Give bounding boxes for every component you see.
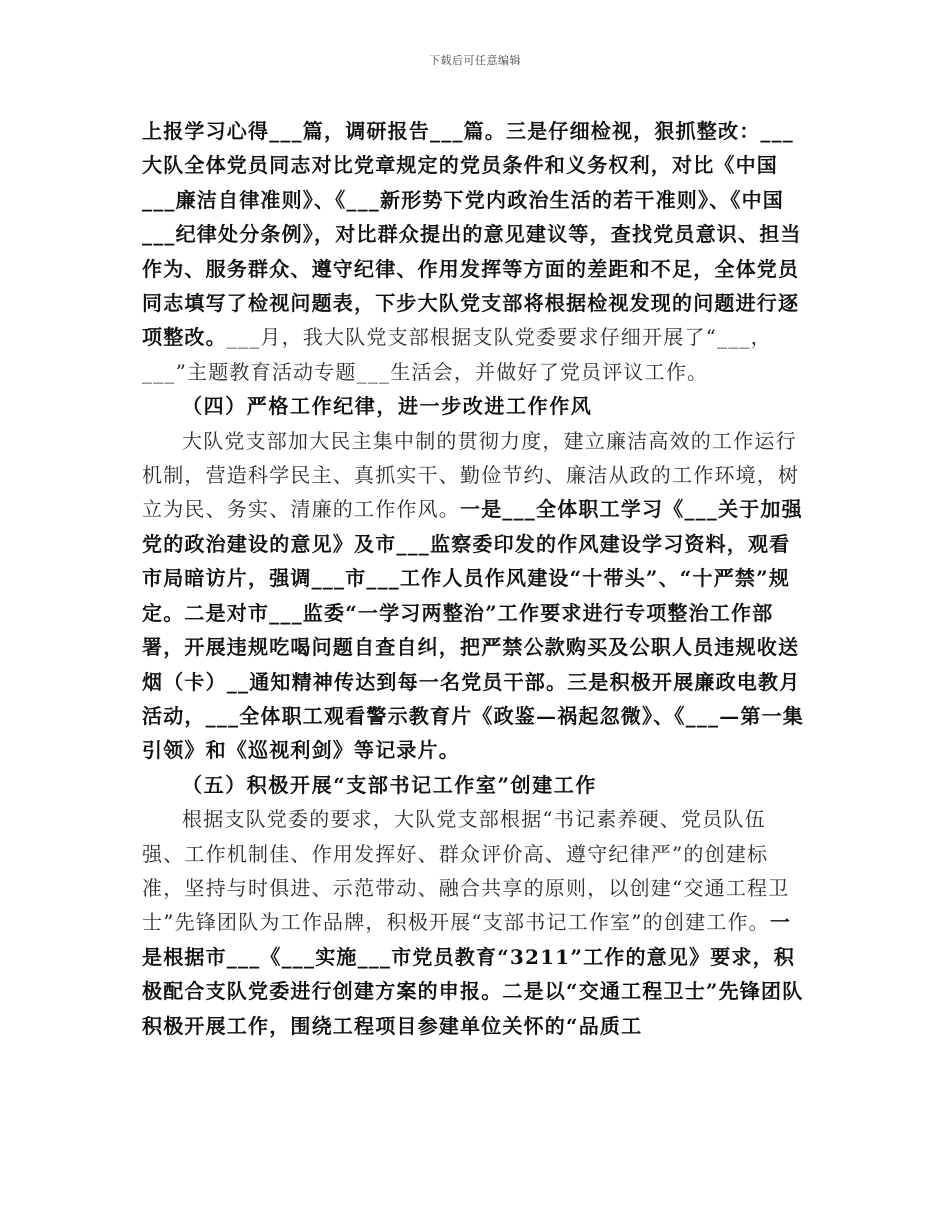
paragraph-regular-text: 大队党支部加大民主集中制的贯彻力度，建立廉洁高效的工作运行机制，营造科学民主、真抓实干、勤俭节约、廉洁从政的工作环境，树立为民、务实、清廉的工作作风。: [142, 428, 800, 522]
paragraph-self-inspection: [142, 114, 808, 389]
section-heading-5: （五）积极开展“支部书记工作室”创建工作: [182, 772, 598, 797]
document-body: [142, 114, 808, 1043]
paragraph-work-discipline: [142, 424, 808, 768]
paragraph-regular-text: ___月，我大队党支部根据支队党委要求仔细开展了“___，___”主题教育活动专题___生活会，并做好了党员评议工作。: [142, 325, 772, 384]
paragraph-bold-text: 一是根据市___《___实施___市党员教育“3211”工作的意见》要求，积极配合支队党委进行创建方案的申报。二是以“交通工程卫士”先锋团队积极开展工作，围绕工程项目参建单位关怀的“品质工: [142, 910, 804, 1038]
paragraph-regular-text: 根据支队党委的要求，大队党支部根据“书记素养硬、党员队伍强、工作机制佳、作用发挥好、群众评价高、遵守纪律严”的创建标准，坚持与时俱进、示范带动、融合共享的原则，以创建“交通工程卫士”先锋团队为工作品牌，积极开展“支部书记工作室”的创建工作。: [142, 807, 790, 935]
section-heading-4: （四）严格工作纪律，进一步改进工作作风: [182, 394, 593, 419]
paragraph-bold-text: 上报学习心得___篇，调研报告___篇。三是仔细检视，狠抓整改：___大队全体党员同志对比党章规定的党员条件和义务权利，对比《中国___廉洁自律准则》、《___新形势下党内政治生活的若干准则》、《中国___纪律处分条例》，对比群众提出的意见建议等，查找党员意识、担当作为、服务群众、遵守纪律、作用发挥等方面的差距和不足，全体党员同志填写了检视问题表，下步大队党支部将根据检视发现的问题进行逐项整改。: [142, 119, 802, 350]
paragraph-secretary-studio: [142, 802, 808, 1043]
paragraph-bold-text: 一是___全体职工学习《___关于加强党的政治建设的意见》及市___监察委印发的作风建设学习资料，观看市局暗访片，强调___市___工作人员作风建设“十带头”、“十严禁”规定。二是对市___监委“一学习两整治”工作要求进行专项整治工作部署，开展违规吃喝问题自查自纠，把严禁公款购买及公职人员违规收送烟（卡）__通知精神传达到每一名党员干部。三是积极开展廉政电教月活动，___全体职工观看警示教育片《政鉴—祸起忽微》、《___—第一集引领》和《巡视利剑》等记录片。: [142, 497, 804, 763]
page-header-note: 下载后可任意编辑: [429, 54, 521, 67]
